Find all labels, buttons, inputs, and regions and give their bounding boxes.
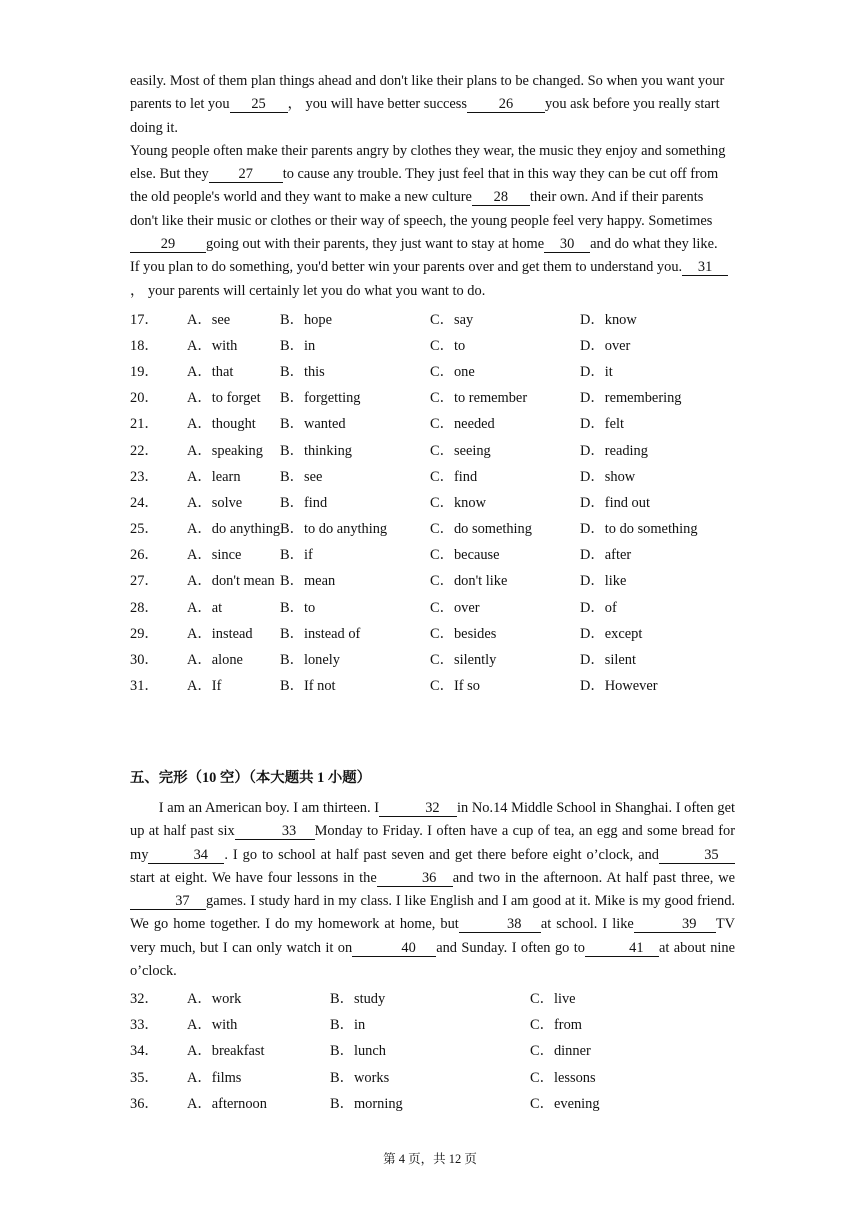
blank-40[interactable]: 40 bbox=[352, 941, 436, 957]
text: and do what they like. bbox=[590, 236, 718, 253]
text: to cause any trouble. They just feel that in this way they can be cut off from the old people's world and they want to make a new culture bbox=[130, 166, 719, 206]
option-d[interactable]: D．remembering bbox=[580, 390, 682, 407]
question-number: 26． bbox=[130, 547, 159, 564]
option-b[interactable]: B．If not bbox=[280, 678, 336, 695]
question-number: 20． bbox=[130, 390, 159, 407]
text: their own. And if their parents don't like their music or clothes or their way of speech, the young people feel very happy. Sometimes bbox=[130, 189, 713, 229]
question-row-27 bbox=[130, 567, 735, 593]
text: TV very much, but I can only watch it on bbox=[130, 916, 735, 956]
blank-37[interactable]: 37 bbox=[130, 894, 206, 910]
blank-38[interactable]: 38 bbox=[459, 917, 541, 933]
text: at school. I like bbox=[540, 916, 634, 933]
question-row-25 bbox=[130, 514, 735, 540]
option-b[interactable]: B．in bbox=[330, 1017, 366, 1034]
blank-39[interactable]: 39 bbox=[634, 917, 716, 933]
option-c[interactable]: C．silently bbox=[430, 652, 497, 668]
option-c[interactable]: C．evening bbox=[530, 1095, 600, 1112]
option-c[interactable]: C．over bbox=[430, 599, 480, 616]
question-number: 21． bbox=[130, 416, 159, 433]
option-d[interactable]: D．to do something bbox=[580, 521, 698, 538]
text: and two in the afternoon. At half past three, we bbox=[452, 869, 735, 886]
option-d[interactable]: D．it bbox=[580, 363, 613, 380]
option-a[interactable]: A．since bbox=[187, 547, 242, 564]
option-c[interactable]: C．lessons bbox=[530, 1069, 596, 1086]
question-number: 33． bbox=[130, 1017, 159, 1034]
question-number: 22． bbox=[130, 442, 159, 459]
option-b[interactable]: B．instead of bbox=[280, 625, 361, 642]
option-a[interactable]: A．at bbox=[187, 599, 223, 616]
question-number: 31． bbox=[130, 678, 159, 695]
question-number: 24． bbox=[130, 494, 159, 511]
option-c[interactable]: C．to bbox=[430, 337, 466, 354]
option-c[interactable]: C．besides bbox=[430, 625, 497, 642]
question-row-20 bbox=[130, 384, 735, 410]
option-b[interactable]: B．to do anything bbox=[280, 521, 388, 538]
text: and Sunday. I often go to bbox=[436, 939, 585, 956]
question-row-31 bbox=[130, 672, 735, 698]
passage1-paragraph-3 bbox=[130, 256, 735, 303]
option-c[interactable]: C．because bbox=[430, 547, 500, 564]
option-b[interactable]: B．see bbox=[280, 468, 323, 485]
option-a[interactable]: A．instead bbox=[187, 625, 253, 642]
blank-29[interactable]: 29 bbox=[130, 237, 206, 253]
question-row-19 bbox=[130, 357, 735, 383]
question-row-24 bbox=[130, 488, 735, 514]
option-d[interactable]: D．over bbox=[580, 337, 631, 354]
option-b[interactable]: B．thinking bbox=[280, 442, 352, 459]
option-b[interactable]: B．forgetting bbox=[280, 390, 361, 407]
option-d[interactable]: D．However bbox=[580, 678, 658, 695]
question-number: 25． bbox=[130, 521, 159, 538]
question-row-17 bbox=[130, 305, 735, 331]
blank-33[interactable]: 33 bbox=[235, 824, 315, 840]
option-b[interactable]: B．morning bbox=[330, 1095, 403, 1112]
option-a[interactable]: A．speaking bbox=[187, 442, 263, 459]
option-a[interactable]: A．do anything bbox=[187, 521, 280, 538]
text: at about nine o’clock. bbox=[130, 939, 735, 980]
option-d[interactable]: D．of bbox=[580, 599, 617, 616]
option-d[interactable]: D．silent bbox=[580, 652, 636, 668]
question-number: 29． bbox=[130, 625, 159, 642]
blank-31[interactable]: 31 bbox=[682, 260, 728, 276]
question-row-35 bbox=[130, 1063, 735, 1089]
question-number: 28． bbox=[130, 599, 159, 616]
option-a[interactable]: A．with bbox=[187, 337, 238, 354]
blank-27[interactable]: 27 bbox=[209, 167, 283, 183]
option-a[interactable]: A．films bbox=[187, 1069, 242, 1086]
option-b[interactable]: B．hope bbox=[280, 311, 332, 328]
question-row-26 bbox=[130, 541, 735, 567]
option-a[interactable]: A．don't mean bbox=[187, 573, 275, 590]
question-row-33 bbox=[130, 1011, 735, 1037]
question-number: 34． bbox=[130, 1043, 159, 1060]
section-title: 五、完形（10 空）（本大题共 1 小题） bbox=[130, 770, 372, 786]
page-footer: 第 4 页，共 12 页 bbox=[383, 1152, 477, 1166]
question-row-30 bbox=[130, 645, 735, 671]
option-a[interactable]: A．alone bbox=[187, 652, 243, 668]
option-b[interactable]: B．wanted bbox=[280, 416, 346, 433]
blank-35[interactable]: 35 bbox=[659, 848, 735, 864]
question-row-23 bbox=[130, 462, 735, 488]
question-row-18 bbox=[130, 331, 735, 357]
option-d[interactable]: D．show bbox=[580, 468, 636, 485]
question-number: 30． bbox=[130, 652, 159, 668]
option-b[interactable]: B．find bbox=[280, 494, 328, 511]
option-a[interactable]: A．work bbox=[187, 990, 242, 1007]
option-c[interactable]: C．know bbox=[430, 494, 486, 511]
option-a[interactable]: A．thought bbox=[187, 416, 256, 433]
option-a[interactable]: A．that bbox=[187, 363, 234, 380]
text: you ask before you really start doing it. bbox=[130, 96, 720, 136]
question-row-28 bbox=[130, 593, 735, 619]
option-b[interactable]: B．if bbox=[280, 547, 313, 564]
option-c[interactable]: C．seeing bbox=[430, 442, 491, 459]
text: ， you will have better success bbox=[287, 96, 467, 113]
text: If you plan to do something, you'd better win your parents over and get them to understand you. bbox=[130, 259, 683, 276]
option-b[interactable]: B．to bbox=[280, 599, 316, 616]
question-number: 23． bbox=[130, 468, 159, 485]
option-b[interactable]: B．in bbox=[280, 337, 316, 354]
option-c[interactable]: C．If so bbox=[430, 678, 480, 695]
option-a[interactable]: A．see bbox=[187, 311, 231, 328]
blank-28[interactable]: 28 bbox=[472, 190, 530, 206]
text: easily. Most of them plan things ahead and don't like their plans to be changed. So when you want your parents to let you bbox=[130, 73, 725, 113]
question-list-2 bbox=[130, 984, 735, 1115]
section5-content bbox=[130, 797, 735, 1115]
text: Monday to Friday. I often have a cup of tea, an egg and some bread for my bbox=[130, 823, 735, 863]
blank-26[interactable]: 26 bbox=[467, 97, 545, 113]
option-c[interactable]: C．to remember bbox=[430, 390, 528, 407]
option-d[interactable]: D．felt bbox=[580, 416, 624, 433]
text: start at eight. We have four lessons in the bbox=[130, 869, 377, 886]
option-d[interactable]: D．except bbox=[580, 625, 643, 642]
question-list-1 bbox=[130, 305, 735, 698]
text: I am an American boy. I am thirteen. I bbox=[158, 800, 380, 816]
option-b[interactable]: B．mean bbox=[280, 573, 336, 590]
passage1-paragraph-2 bbox=[130, 140, 735, 256]
option-a[interactable]: A．with bbox=[187, 1017, 238, 1034]
text: games. I study hard in my class. I like English and I am good at it. Mike is my good friend. We go home together. I do my homework at home, but bbox=[130, 893, 735, 933]
option-c[interactable]: C．live bbox=[530, 990, 576, 1007]
blank-25[interactable]: 25 bbox=[230, 97, 288, 113]
blank-41[interactable]: 41 bbox=[585, 941, 659, 957]
option-c[interactable]: C．one bbox=[430, 363, 475, 380]
option-a[interactable]: A．afternoon bbox=[187, 1095, 267, 1112]
text: in No.14 Middle School in Shanghai. I often get up at half past six bbox=[130, 800, 736, 840]
question-number: 35． bbox=[130, 1069, 159, 1086]
question-row-29 bbox=[130, 619, 735, 645]
question-number: 36． bbox=[130, 1095, 159, 1112]
option-c[interactable]: C．dinner bbox=[530, 1043, 591, 1060]
option-c[interactable]: C．do something bbox=[430, 521, 532, 538]
option-c[interactable]: C．don't like bbox=[430, 573, 508, 590]
option-a[interactable]: A．learn bbox=[187, 468, 241, 485]
option-d[interactable]: D．know bbox=[580, 311, 637, 328]
question-row-22 bbox=[130, 436, 735, 462]
text: Young people often make their parents angry by clothes they wear, the music they enjoy and something else. But they bbox=[130, 142, 726, 183]
question-row-34 bbox=[130, 1037, 735, 1063]
blank-36[interactable]: 36 bbox=[377, 871, 453, 887]
option-c[interactable]: C．say bbox=[430, 311, 474, 328]
option-d[interactable]: D．after bbox=[580, 547, 632, 564]
question-row-36 bbox=[130, 1089, 735, 1115]
option-c[interactable]: C．find bbox=[430, 468, 478, 485]
question-row-21 bbox=[130, 410, 735, 436]
option-a[interactable]: A．breakfast bbox=[187, 1043, 265, 1060]
text: going out with their parents, they just want to stay at home bbox=[206, 236, 545, 253]
blank-32[interactable]: 32 bbox=[379, 801, 457, 817]
question-number: 32． bbox=[130, 990, 159, 1007]
option-b[interactable]: B．study bbox=[330, 990, 386, 1007]
page-content bbox=[130, 70, 735, 698]
option-a[interactable]: A．solve bbox=[187, 494, 243, 511]
blank-34[interactable]: 34 bbox=[148, 848, 224, 864]
option-d[interactable]: D．reading bbox=[580, 442, 648, 459]
passage2-paragraph bbox=[130, 797, 735, 983]
option-c[interactable]: C．needed bbox=[430, 416, 495, 433]
question-number: 19． bbox=[130, 363, 159, 380]
option-b[interactable]: B．lunch bbox=[330, 1043, 386, 1060]
passage1-paragraph-1 bbox=[130, 70, 735, 140]
text: ， your parents will certainly let you do what you want to do. bbox=[130, 282, 486, 299]
option-d[interactable]: D．find out bbox=[580, 494, 650, 511]
option-a[interactable]: A．to forget bbox=[187, 390, 261, 407]
option-b[interactable]: B．this bbox=[280, 363, 325, 380]
question-number: 27． bbox=[130, 573, 159, 590]
option-b[interactable]: B．works bbox=[330, 1069, 390, 1086]
option-c[interactable]: C．from bbox=[530, 1017, 582, 1034]
blank-30[interactable]: 30 bbox=[544, 237, 590, 253]
option-d[interactable]: D．like bbox=[580, 573, 627, 590]
question-number: 17． bbox=[130, 311, 159, 328]
option-a[interactable]: A．If bbox=[187, 678, 222, 695]
question-row-32 bbox=[130, 984, 735, 1010]
question-number: 18． bbox=[130, 337, 159, 354]
option-b[interactable]: B．lonely bbox=[280, 652, 340, 668]
text: . I go to school at half past seven and get there before eight o’clock, and bbox=[224, 846, 659, 863]
